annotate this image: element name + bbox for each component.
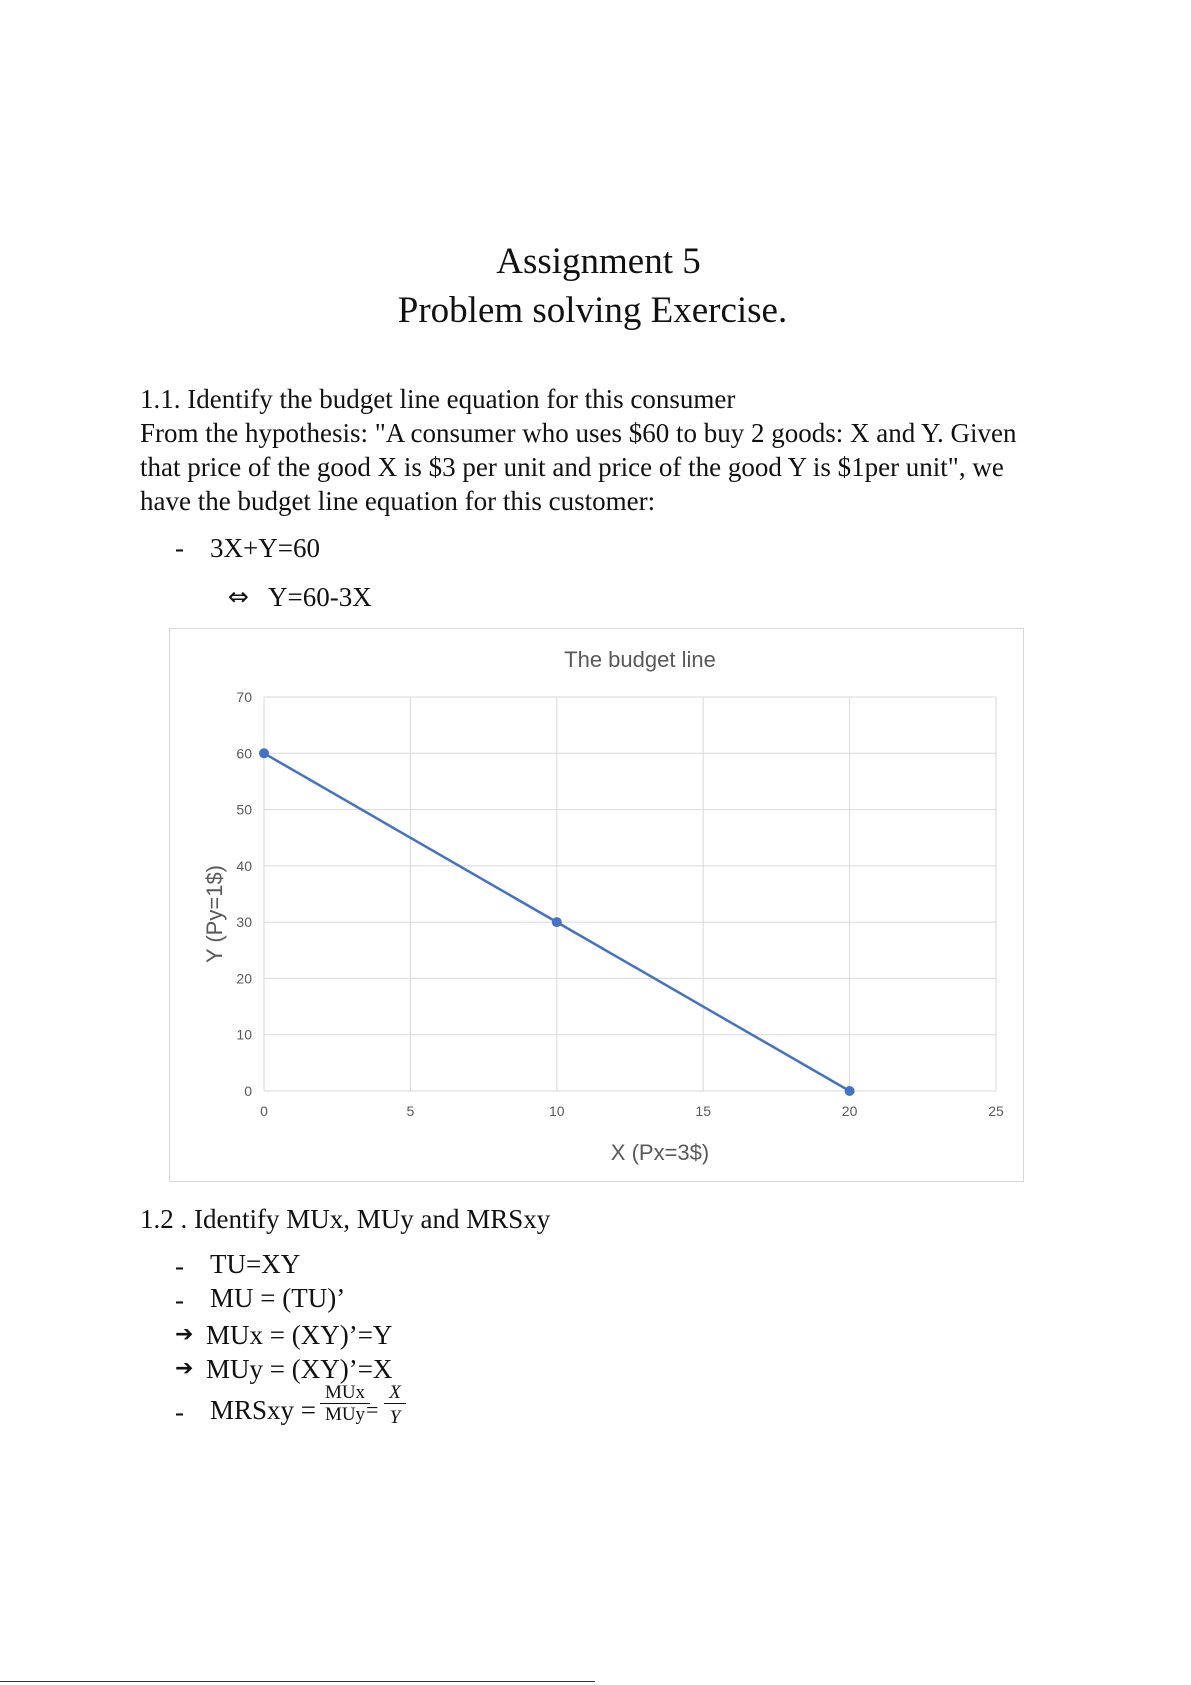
y-tick-label: 30 <box>236 914 252 931</box>
tu-equation: TU=XY <box>210 1249 301 1279</box>
chart-canvas <box>170 629 1025 1183</box>
x-tick-label: 20 <box>841 1103 858 1119</box>
muy-equation: MUy = (XY)’=X <box>206 1354 393 1384</box>
bullet-dash: - <box>175 1397 184 1427</box>
arrow-icon: ➔ <box>175 1322 194 1347</box>
fraction-denominator-y: Y <box>389 1407 401 1428</box>
data-point <box>552 917 562 927</box>
x-tick-label: 15 <box>695 1103 711 1119</box>
x-tick-label: 5 <box>406 1103 415 1119</box>
section1-heading: 1.1. Identify the budget line equation for this consumer <box>140 384 736 414</box>
assignment-title: Assignment 5 <box>496 241 701 282</box>
section1-para-line1: From the hypothesis: "A consumer who uses $60 to buy 2 goods: X and Y. Given <box>140 418 1017 448</box>
chart-title: The budget line <box>564 647 716 672</box>
y-tick-label: 70 <box>236 689 252 705</box>
fraction-numerator-x: X <box>384 1383 406 1404</box>
fraction-numerator-mux: MUx <box>320 1383 370 1404</box>
equivalence-icon: ⇔ <box>228 582 249 611</box>
section2-heading: 1.2 . Identify MUx, MUy and MRSxy <box>140 1204 551 1234</box>
data-point <box>259 748 269 758</box>
y-tick-label: 20 <box>236 970 252 987</box>
y-tick-label: 40 <box>236 857 252 874</box>
x-tick-label: 0 <box>260 1103 268 1119</box>
budget-line-chart <box>169 628 1024 1182</box>
assignment-subtitle: Problem solving Exercise. <box>397 290 788 331</box>
bullet-dash: - <box>175 533 184 563</box>
x-tick-label: 25 <box>988 1103 1004 1119</box>
x-axis-label: X (Px=3$) <box>610 1140 710 1165</box>
mu-equation: MU = (TU)’ <box>210 1283 346 1313</box>
section1-para-line2: that price of the good X is $3 per unit and price of the good Y is $1per unit", we <box>140 452 1004 482</box>
y-tick-label: 60 <box>236 745 252 762</box>
footnote-rule <box>0 1681 595 1682</box>
data-point <box>845 1086 855 1096</box>
budget-equation-solved: Y=60-3X <box>268 582 372 612</box>
mrs-label: MRSxy = <box>210 1395 317 1425</box>
bullet-dash: - <box>175 1285 184 1315</box>
y-tick-label: 10 <box>236 1026 252 1043</box>
fraction-denominator-muy: MUy <box>324 1404 366 1425</box>
arrow-icon: ➔ <box>175 1356 194 1381</box>
section1-para-line3: have the budget line equation for this customer: <box>140 486 656 516</box>
budget-equation: 3X+Y=60 <box>210 533 320 563</box>
bullet-dash: - <box>175 1251 184 1281</box>
equals-sign: = <box>366 1397 379 1422</box>
mux-equation: MUx = (XY)’=Y <box>206 1320 393 1350</box>
y-tick-label: 50 <box>236 801 252 818</box>
x-tick-label: 10 <box>549 1103 565 1119</box>
y-tick-label: 0 <box>244 1083 252 1099</box>
y-axis-label: Y (Py=1$) <box>202 864 227 964</box>
